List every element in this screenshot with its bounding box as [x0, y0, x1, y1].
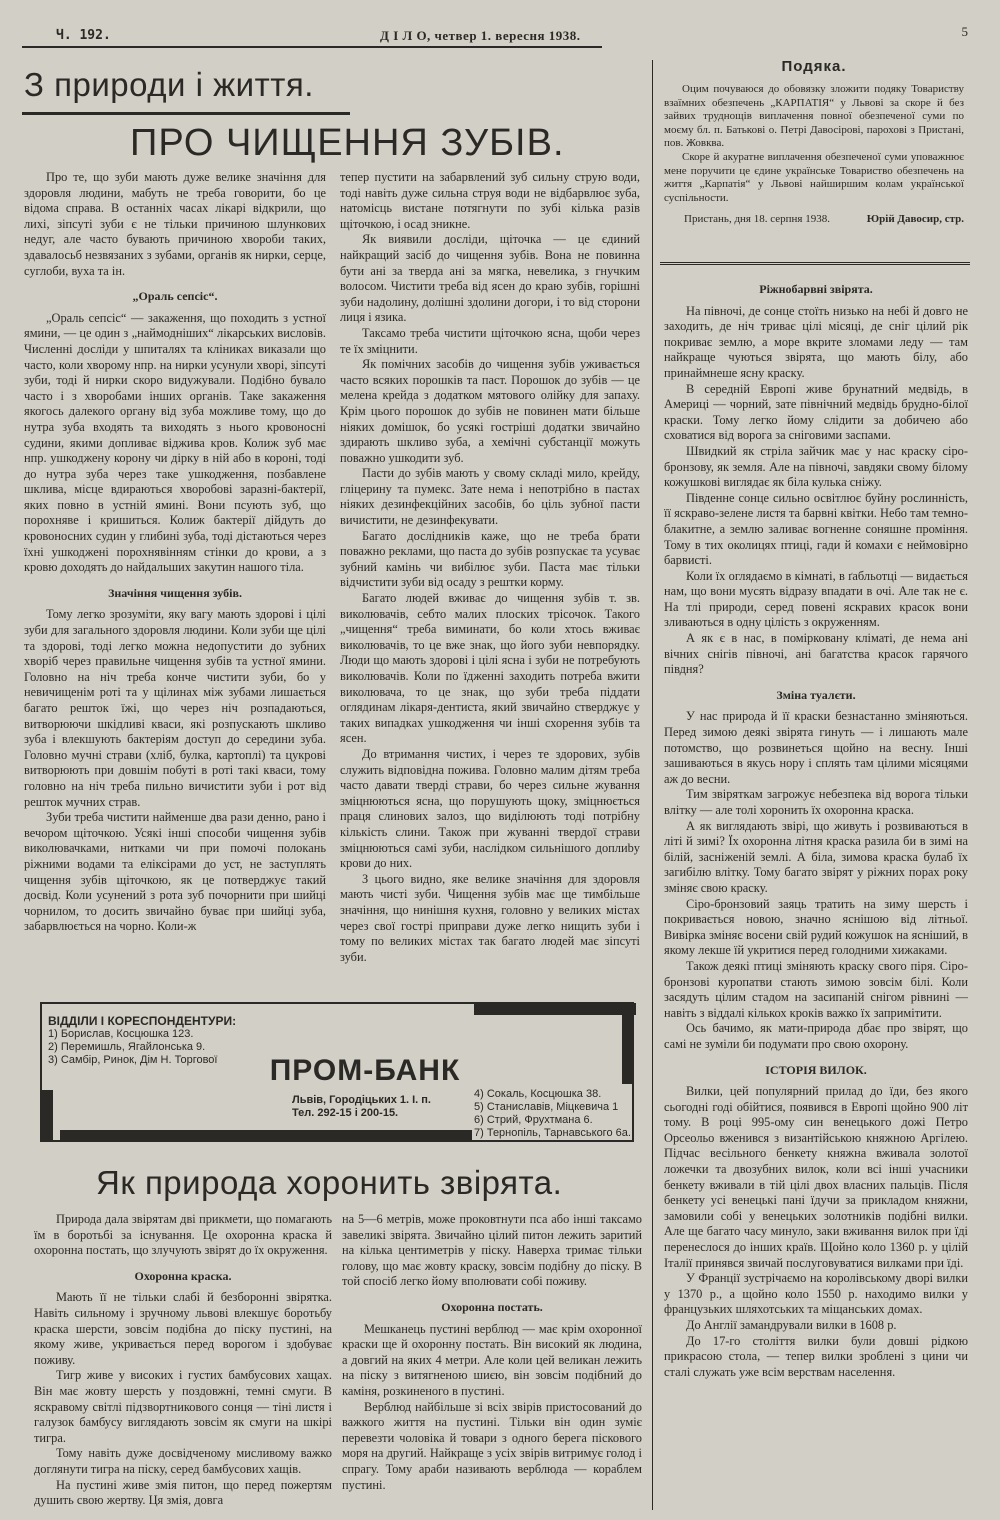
paragraph: Мешканець пустині верблюд — має крім охоронної краски ще й охоронну постать. Він високий як людина, а довгий на яких 4 метри. Але коли цей великан лежить на піску з витягненою шиєю, він зовсім подібний до каміня, розкиненого в пустині.	[342, 1321, 642, 1398]
paragraph: Мають її не тільки слабі й безборонні звірятка. Навіть сильному і зручному львові влекшує боротьбу краска шерсти, зовсім подібна до піску пустині, на якому живе, укривається перед ворогом і здобуває поживу.	[34, 1290, 332, 1367]
paragraph: Таксамо треба чистити щіточкою ясна, щоби через те їх зміцнити.	[340, 325, 640, 356]
ad-branches-heading: ВІДДІЛИ І КОРЕСПОНДЕНТУРИ:	[48, 1014, 237, 1028]
paragraph: У Франції зустрічаємо на королівському дворі вилки у 1370 р., а щойно коло 1550 р. находимо вилки у французьких шляхотських та міщанських домах.	[664, 1271, 968, 1317]
paragraph: Коли їх оглядаємо в кімнаті, в ґабльотці — видається нам, що вони мусять відразу впадати в очі. Але так не є. На тлі природи, серед повені яскравих красок вони зливаються в одну цілість з окруженням.	[664, 568, 968, 630]
paragraph: Багато людей вживає до чищення зубів т. зв. виколювачів, себто малих плоских трісочок. Такого „чищення“ треба виминати, бо коли хтось вживає виколювачів, то це вже знак, що його зуби невпорядку. Люди що мають здорові і цілі ясна і зуби не потребують виколювачів. Коли по їдженні заходить потреба вжити виколювача, то це знак, що зуби треба піддати оглядинам лікаря-дентиста, який звичайно стверджує у таких випадках ушкодження чи інші схорення зубів та ясен.	[340, 591, 640, 746]
ad-border-bar	[41, 1090, 53, 1140]
paragraph: До втримання чистих, і через те здорових, зубів служить відповідна поживa. Головно малим дітям треба часто давати тверді страви, бо через сильне жування зміцнюються ясна, що порушують щоку, зміцнюється праця слинових залоз, що виділюють тоді потрібну кількість слини. Також при жуванні твердої страви зміцнюються самі зуби, наслідком сильнішого доплиbу крови до них.	[340, 746, 640, 871]
paragraph: А як є в нас, в помірковану кліматі, де нема ані вічних снігів півночі, ані багатства красок гарячого півдня?	[664, 631, 968, 677]
paragraph: В середній Европі живе брунатний медвідь, в Америці — чорний, зате північний медвідь брудно-білої краски. Тому легко йому слідити за добичею або сховатися від ворога за сніговими заспами.	[664, 381, 968, 443]
paragraph: Тигр живе у високих і густих бамбусових хащах. Він має жовту шерсть у поздовжні, темні смуги. В яскравому світлі підзвортникового сонця — тіні листя і галузок бамбусу виглядають зовсім як смуги на шкірі тигра.	[34, 1368, 332, 1445]
paragraph: Південне сонце сильно освітлює буйну рослинність, її яскраво-зелене листя та барвні квітки. Небо там темно-блакитне, а землю заливає вогненне соняшне проміння. Тому в тих околицях птиці, гади й комахи є неймовірно барвисті.	[664, 490, 968, 568]
paragraph: Тому легко зрозуміти, яку вагу мають здорові і цілі зуби для загального здоровля людини. Коли зуби ще цілі та здорові, тоді легко можна недопустити до зубних хворіб через правильне чищення зубів та устної ямини. Головно на ніч треба конче чистити зуби, бо у невичищенім роті та у щілинах між зубами лишається багато решток їжі, що через ніч розпадаються, витворюючи шкідливі кваси, які розпускають шкливо зуба і влекшують бактеріям доступ до середини зуба. Головно мучні страви (хліб, булка, картоплі) та цукрові витворюють при довшім побуті в роті такі кваси, тому головно на ніч треба пильно вичистити зуби і рот від решток мучних страв.	[24, 607, 326, 809]
paragraph: У нас природа й її краски безнастанно зміняються. Перед зимою деякі звірята гинуть — і лишають мале потомство, що розвинеться щойно на весну. Інші зашиваються в якусь нору і сплять там цілими місяцями аж до весни.	[664, 709, 968, 786]
ad-branch-item: 6) Стрий, Фрухтмана 6.	[474, 1114, 593, 1126]
ad-border-bar	[622, 1014, 634, 1084]
ad-phone-line: Тел. 292-15 і 200-15.	[292, 1107, 399, 1119]
subheading: Значіння чищення зубів.	[108, 585, 242, 600]
issue-number: Ч. 192.	[56, 28, 111, 43]
paragraph: Пасти до зубів мають у свому складі мило, крейду, гліцерину та пумекс. Зате нема і непотрібно в пастах ніяких дезинфекційних засобів, бо ціль зубної пасти вичистити, не дезинфекувати.	[340, 466, 640, 528]
prom-bank-ad	[40, 1002, 634, 1142]
page-number: 5	[961, 24, 968, 39]
paragraph: На пустині живе змія питон, що перед пожертям душить свою жертву. Ця змія, довга	[34, 1477, 332, 1508]
paragraph: Сіро-бронзовий заяць тратить на зиму шерсть і покривається новою, значно яснішою від літньої. Вивірка зміняє восени свій рудий кожушок на ясніший, в якому лекше їй укритися перед голодними хижаками.	[664, 896, 968, 958]
paragraph: Також деякі птиці зміняють краску свого піря. Сіро-бронзові куропатви стають зимою зовсім білі. Коли засядуть цілим стадом на засипаній снігом рівнині — навіть з віддалі кількох кроків важко їх запримітити.	[664, 958, 968, 1020]
paragraph: До 17-го століття вилки були довші рідкою прикрасою стола, — тепер вилки зроблені з цини чи сталі служать уже всім верствам населення.	[664, 1333, 968, 1379]
subheading: ІСТОРІЯ ВИЛОК.	[765, 1062, 867, 1077]
paragraph: Тому навіть дуже досвідченому мисливому важко доглянути тигра на піску, серед бамбусових хащів.	[34, 1446, 332, 1476]
nature-column-1	[34, 1212, 332, 1518]
column-divider	[652, 60, 653, 1510]
ad-branch-item: 1) Борислав, Косцюшка 123.	[48, 1028, 194, 1040]
subheading: Охоронна постать.	[441, 1299, 543, 1314]
subheading: Ріжнобарвні звірята.	[759, 282, 873, 296]
ad-branches-right	[474, 1088, 631, 1140]
ad-branches-left	[48, 1028, 217, 1067]
animals-forks-column	[664, 272, 968, 1512]
thanks-rule	[660, 262, 970, 265]
ad-branch-item: 4) Сокаль, Косцюшка 38.	[474, 1088, 602, 1100]
subheading: Зміна туалєти.	[776, 687, 856, 702]
paragraph: Як виявили досліди, щіточка — це єдиний найкращий засіб до чищення зубів. Вона не повинна бути ані за тверда ані за мягка, невелика, з гнучким волосом. Чистити треба від ясен до краю зубів, горішні зуби надолину, долішні здолини догори, і то від сторони лиця і язика.	[340, 232, 640, 325]
paragraph: А як виглядають звірі, що живуть і розвиваються в літі й зимі? Їх охоронна літня краска разила би в зимі на білій, засніженій землі. А біла, зимова краска булаб їх загибілю влітку. Тому багато звірят у ріжних порах року зміняє свою краску.	[664, 818, 968, 895]
ad-branch-item: 3) Самбір, Ринок, Дім Н. Торгової	[48, 1054, 218, 1066]
thanks-paragraph: Скоре й акуратне виплачення обезпеченої суми уповажнює мене поручити це єдине українське Товариство обезпечень на життя „Карпатія“ у Львові найширшим колам української суспільности.	[664, 150, 964, 204]
thanks-footer	[664, 213, 964, 229]
teeth-column-1	[24, 170, 326, 1010]
subheading: „Ораль сепсіс“.	[132, 289, 218, 304]
paragraph: Вилки, цей популярний прилад до їди, без якого сьогодні годі обійтися, появився в Европі щойно 900 літ тому. В році 995-ому син венецького дожі Петро Орсеольо вженився з византійською княжною Аргілею. Підчас весільного бенкету княжна вживала золотої ложечки та двозубних вилок, коли всі інші учасники бенкету вживали в тій цілі двох власних пальців. Після бенкету усі венецькі пані їдучи за прикладом княжни, замовили собі у венецьких золотників подібні вилки. Але ще багато часу минуло, заки вживання вилок при їді перенеслося до інших країв. Щойно коло 1360 р. у цілій Італії принявся звичай послуговуватися вилками при їді.	[664, 1084, 968, 1270]
paragraph: Про те, що зуби мають дуже велике значіння для здоровля людини, мабуть не треба говорити, бо це відома справа. В останніх часах лікарі відкрили, що лихі, зіпсуті зуби є не тільки причиною шлункових недуг, але часто бувають причиною хвороби таких, здавалосьб незвязаних з зубами, органів як нирки, серце, суглоби, вуха та ін.	[24, 170, 326, 278]
paragraph: Як помічних засобів до чищення зубів уживається часто всяких порошків та паст. Порошок до зубів — це мелена крейда з додатком мятового олійку для запаху. Крім цього порошок до зубів не повинен мати більше ніяких домішок, бо усякі гостріші додатки звичайно здирають шкливо зуба, а хемічні субстанції можуть поважно ушкодити зуб.	[340, 357, 640, 465]
header-rule	[22, 46, 602, 48]
paragraph: „Ораль сепсіс“ — закаження, що походить з устної ямини, — це один з „наймодніших“ лікарських висловів. Численні досліди у шпиталях та кліниках виказали що часто, коли хворому нпр. на нирки усунули хворі, зіпсуті зуби, тоді й нирки скоро видужували. Подібно бувало часто і з хворобами інших органів. Таке закаження якогось далекого органу від зуба можливе тому, що до нутра зуба входять та виходять з нього кровоносні судини, якими допливає віджива кров. Колиж зуб має нпр. ушкоджену корону чи дірку в ній або в короні, тоді до нутра зуба через таке ушкодження, позбавлене шклива, місце вдираються хворобові заразні-бактерії, яких повно в устній ямині. Вони псують зуб, що порохняве і кришиться. Колиж бактерії дійдуть до кровоносних судин у глибині зуба, тоді дістаються через їхні ушкоджені порохнявінням стінки до крови, а з кровю доходять до найдальших закутин нашого тіла.	[24, 310, 326, 575]
ad-border-bar	[60, 1130, 472, 1142]
thanks-title: Подяка.	[781, 58, 847, 75]
paragraph: З цього видно, яке велике значіння для здоровля мають чисті зуби. Чищення зубів має ще тимбільше значіння, що нинішня кухня, головно у великих містах через свої гострі приправи дуже легко нищить зуби і тому по великих містах так багато людей має зіпсуті зуби.	[340, 871, 640, 964]
paragraph: Багато дослідників каже, що не треба брати поважно реклами, що паста до зубів розпускає та усуває зубний камінь чи вибілює зуби. Паста має тільки відчистити зуби від осаду з рештки корму.	[340, 528, 640, 590]
ad-branch-item: 7) Тернопіль, Тарнавського 6а.	[474, 1127, 631, 1139]
nature-column-2	[342, 1212, 642, 1518]
masthead-date: Д І Л О, четвер 1. вересня 1938.	[380, 28, 581, 43]
paragraph: Природа дала звірятам дві прикмети, що помагають їм в боротьбі за існування. Це охоронна краска й охоронна постать, що злучують звірят до їх окруження.	[34, 1212, 332, 1258]
ad-bank-name: ПРОМ-БАНК	[242, 1048, 488, 1094]
paragraph: тепер пустити на забарвлений зуб сильну струю води, тоді навіть дуже сильна струя води не відбарвлює зуба, натомісць вистане потягнути по зубі кілька разів щіточкою, і осад зникне.	[340, 170, 640, 231]
paragraph: Ось бачимо, як мати-природа дбає про звірят, що самі не зуміли би подумати про свою охорону.	[664, 1021, 968, 1051]
ad-border-bar	[474, 1003, 636, 1015]
ad-branch-item: 5) Станиславів, Міцкевича 1	[474, 1101, 619, 1113]
thanks-body	[664, 83, 964, 205]
paragraph: До Англії замандрували вилки в 1608 р.	[686, 1318, 897, 1332]
paragraph: на 5—6 метрів, може проковтнути пса або інші таксамо завеликі звірята. Звичайно цілий питон лежить заритий на кілька центиметрів у піску. Наверха тримає тільки голову, що має жовту краску, зовсім подібну до піску. В той спосіб легко йому вполювати собі поживу.	[342, 1212, 642, 1289]
article-title-teeth: ПРО ЧИЩЕННЯ ЗУБІВ.	[130, 122, 565, 164]
paragraph: Зуби треба чистити найменше два рази денно, рано і вечором щіточкою. Усякі інші способи чищення зубів виколювачками, нитками чи при помочі полокань ріжними водами та еліксірами до уст, не заступлять чищення зубів щіточкою, як це потверджує такий досвід. Коли усунений з рота зуб почорнити при шийці чорнилом, то досить звичайно буває при шийці зуба, забарвлюється на чорно. Коли-ж	[24, 810, 326, 934]
thanks-notice	[664, 58, 964, 229]
section-title: З природи і життя.	[24, 66, 314, 103]
ad-branch-item: 2) Перемишль, Ягайлонська 9.	[48, 1041, 206, 1053]
section-rule	[22, 112, 350, 115]
paragraph: Тим звіряткам загрожує небезпека від ворога тільки влітку — але толі хоронить їх охоронна краска.	[664, 787, 968, 817]
ad-address-line: Львів, Городіцьких 1. І. п.	[292, 1094, 431, 1106]
thanks-paragraph: Оцим почуваюся до обовязку зложити подяку Товариству взаїмних обезпечень „КАРПАТІЯ“ у Львові за скоре й без зайвих труднощів виплачення повної обезпеченої суми по моєму бл. п. Батькові о. Петрі Давосірові, парохові з Пристані, пов. Жовква.	[664, 83, 964, 150]
thanks-place-date: Пристань, дня 18. серпня 1938.	[684, 213, 830, 226]
thanks-signature: Юрій Давосир, стр.	[866, 213, 964, 226]
paragraph: Верблюд найбільше зі всіх звірів пристосований до важкого життя на пустині. Тільки він один зуміє перевезти чоловіка й товари з одного берега піскового моря на другий. Найкраще з усіх звірів витримує голод і спрагу. Тому араби називають верблюда — кораблем пустині.	[342, 1399, 642, 1492]
paragraph: Швидкий як стріла зайчик має у нас краску сіро-бронзову, як земля. Але на півночі, завдяки свому білому кожушкові виглядає як біла кулька сніжу.	[664, 443, 968, 490]
subheading: Охоронна краска.	[134, 1268, 232, 1283]
article-title-nature: Як природа хоронить звірята.	[96, 1164, 563, 1201]
teeth-column-2	[340, 170, 640, 1010]
ad-address	[292, 1094, 431, 1120]
paragraph: На півночі, де сонце стоїть низько на небі й довго не заходить, де ніч триває цілі місяці, де сніг цілий рік покриває землю, а море вкрите зломами леду — там найкраще чуються звірята, що мають білу, або принаймнеше ясну краску.	[664, 303, 968, 380]
